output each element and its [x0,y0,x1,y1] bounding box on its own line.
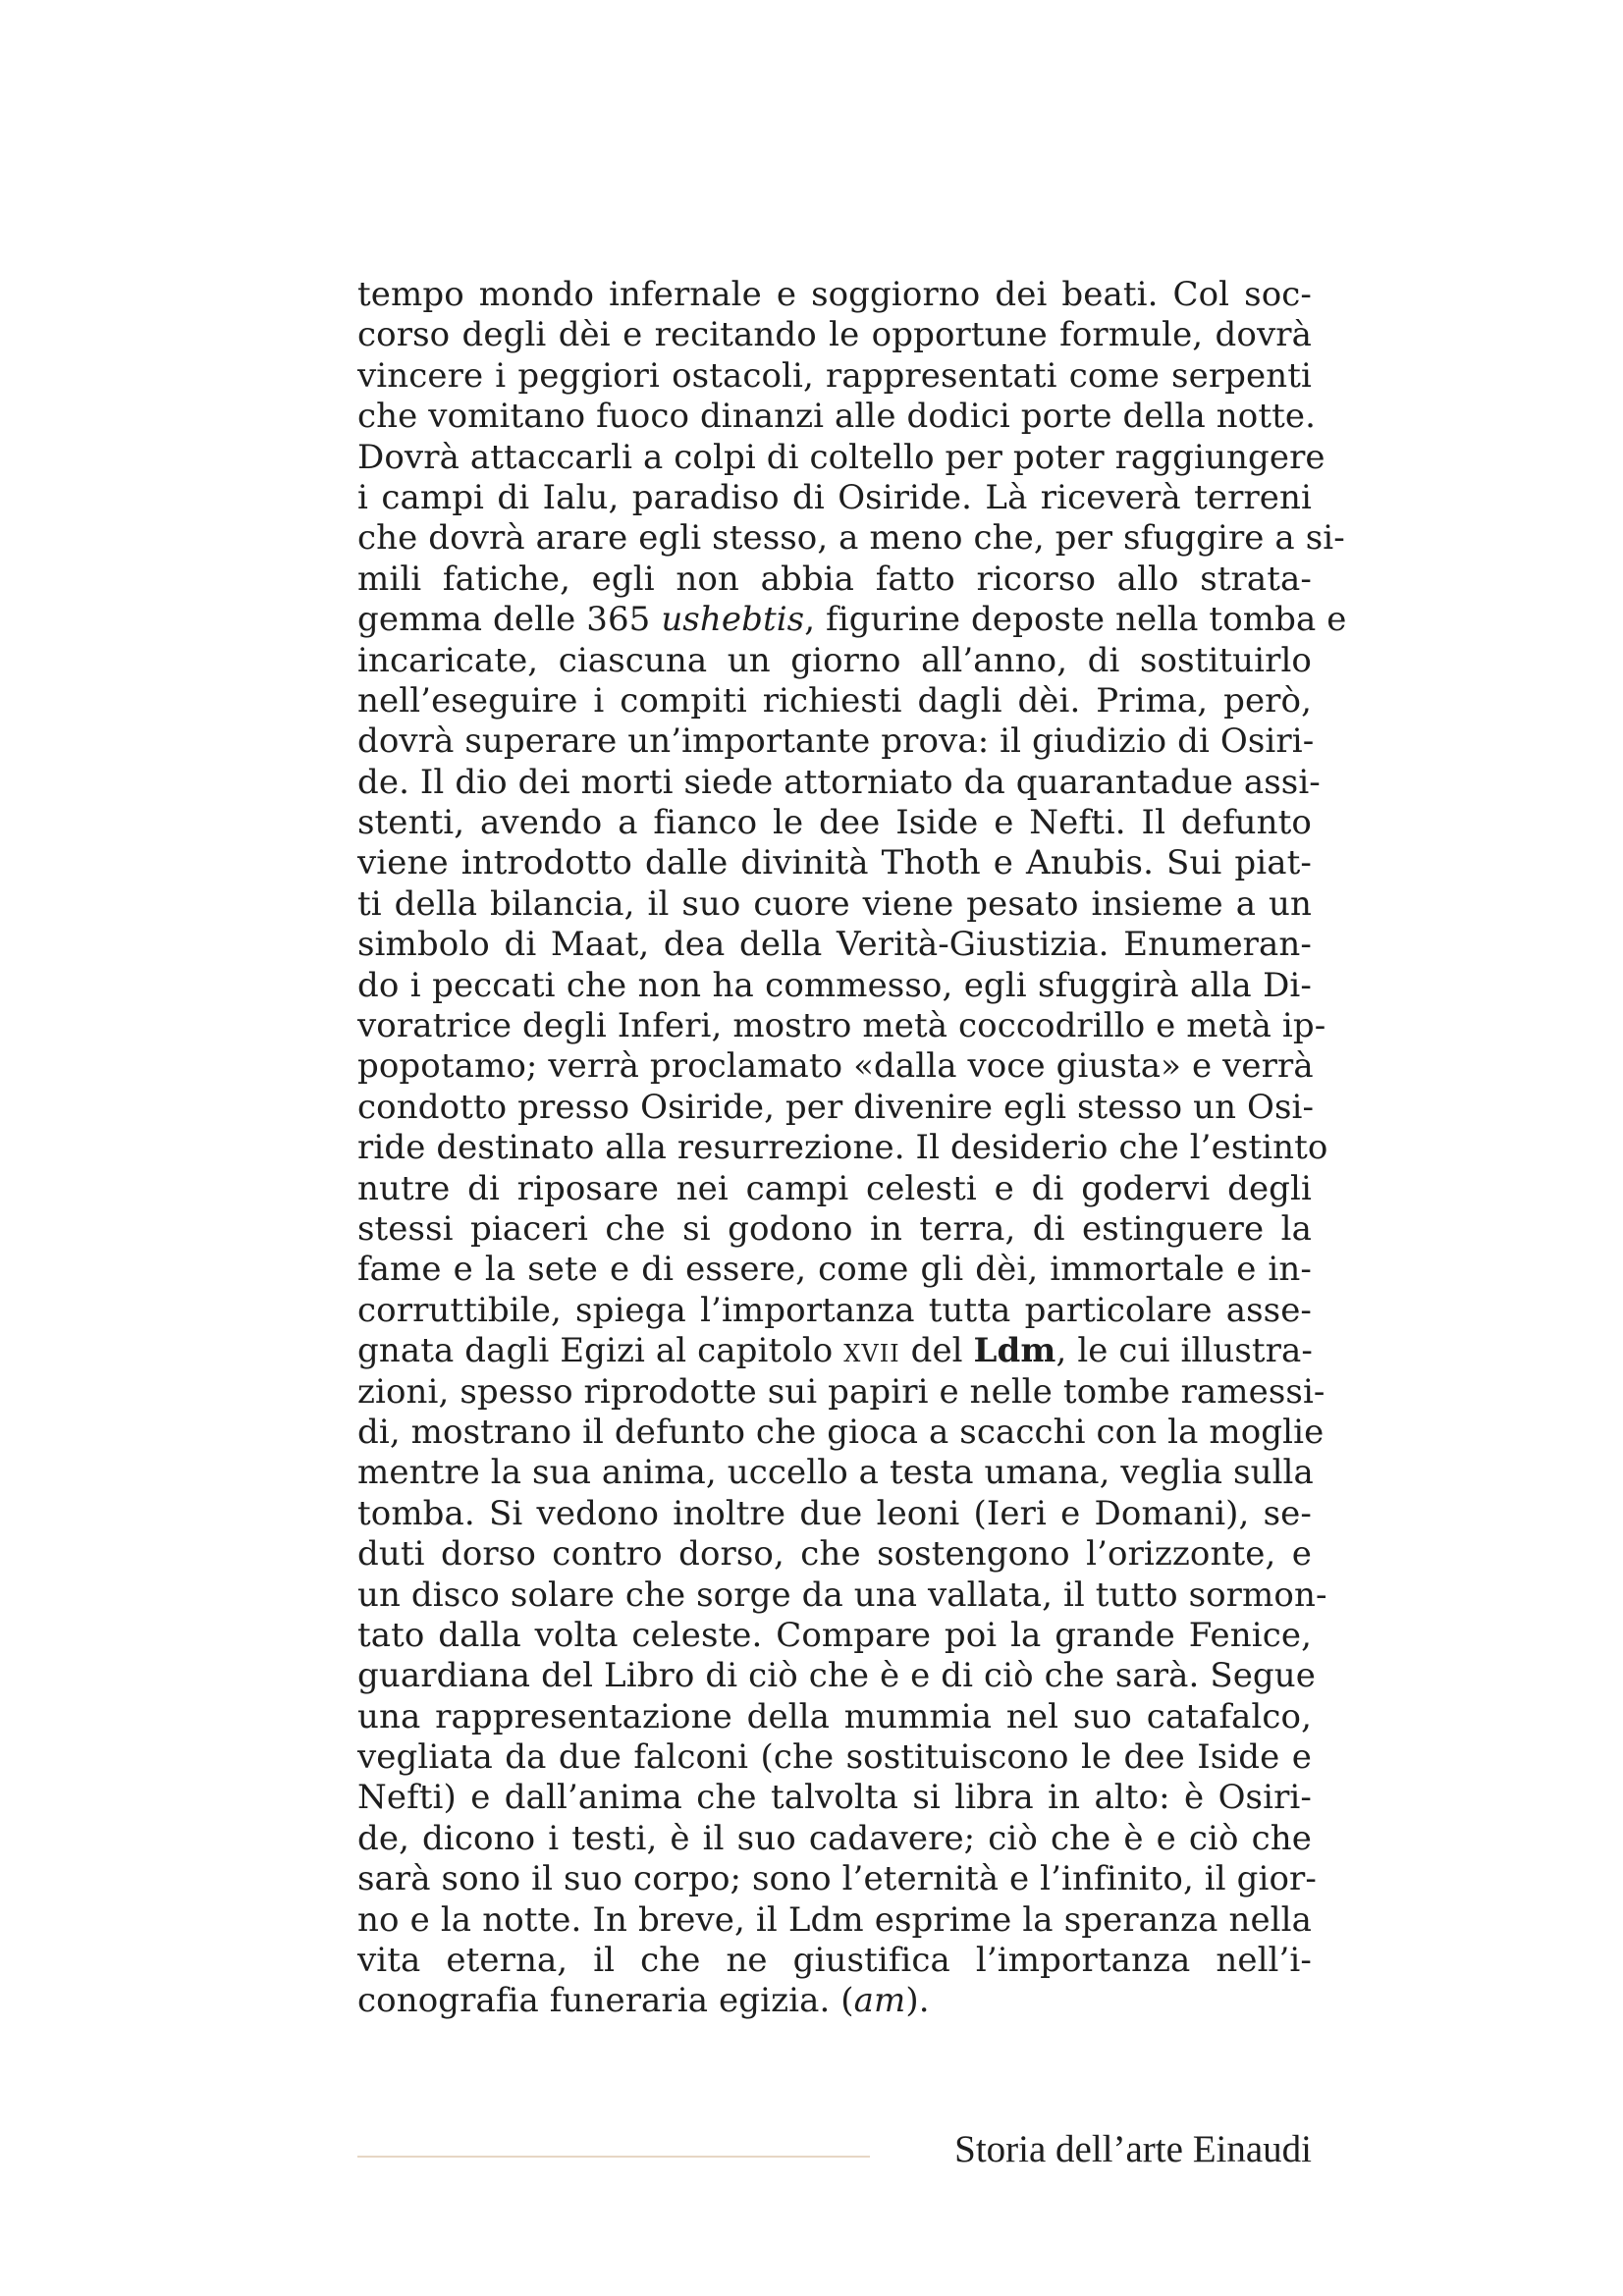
text-segment: duti dorso contro dorso, che sostengono l’orizzonte, e [357,1534,1312,1575]
text-segment: do i peccati che non ha commesso, egli sfuggirà alla Di- [357,965,1312,1005]
text-segment: gemma delle 365 [357,600,662,640]
text-segment: Dovrà attaccarli a colpi di coltello per poter raggiungere [357,437,1325,477]
text-segment: un disco solare che sorge da una vallata, il tutto sormon- [357,1575,1327,1615]
roman-numeral: xvii [843,1331,900,1371]
text-line [357,560,1312,600]
text-line [357,1494,1312,1534]
text-segment: no e la notte. In breve, il Ldm esprime la speranza nella [357,1899,1312,1940]
text-segment: de. Il dio dei morti siede attorniato da quarantadue assi- [357,762,1321,802]
text-segment: corruttibile, spiega l’importanza tutta particolare asse- [357,1290,1312,1330]
text-line [357,803,1312,843]
text-line [357,1778,1312,1818]
text-line [357,1006,1326,1046]
text-line [357,1331,1312,1371]
text-segment: voratrice degli Inferi, mostro metà coccodrillo e metà ip- [357,1006,1326,1046]
text-segment: , le cui illustra- [1055,1331,1313,1371]
text-segment: guardiana del Libro di ciò che è e di ciò che sarà. Segue [357,1656,1317,1696]
italic-term: ushebtis [661,600,805,640]
text-line [357,1250,1312,1290]
text-line [357,478,1312,518]
text-line [357,1412,1325,1453]
text-segment: gnata dagli Egizi al capitolo [357,1331,844,1371]
text-line [357,1534,1312,1575]
text-segment: stessi piaceri che si godono in terra, di estinguere la [357,1208,1312,1249]
text-segment: , figurine deposte nella tomba e [804,600,1347,640]
text-line [357,762,1321,803]
italic-term: am [853,1981,906,2021]
text-segment: simbolo di Maat, dea della Verità-Giustizia. Enumeran- [357,925,1312,965]
text-line [357,721,1315,762]
text-segment: i campi di Ialu, paradiso di Osiride. Là riceverà terreni [357,477,1312,517]
text-line [357,315,1312,355]
text-segment: conografia funeraria egizia. ( [357,1981,854,2021]
text-line [357,1656,1317,1696]
text-line [357,1737,1312,1778]
text-line [357,437,1325,478]
text-segment: vita eterna, il che ne giustifica l’importanza nell’i- [357,1941,1312,1981]
text-line [357,1819,1312,1859]
text-line [357,1046,1312,1087]
footer-rule [357,2156,870,2158]
text-segment: nell’eseguire i compiti richiesti dagli dèi. Prima, però, [357,680,1312,721]
text-segment: condotto presso Osiride, per divenire egli stesso un Osi- [357,1087,1315,1127]
text-line [357,1697,1312,1737]
text-line [357,1575,1327,1616]
text-segment: ). [905,1981,930,2021]
text-line [357,966,1312,1006]
text-line [357,1128,1328,1168]
text-line [357,275,1312,315]
text-line [357,600,1347,640]
text-segment: incaricate, ciascuna un giorno all’anno, di sostituirlo [357,640,1312,680]
text-segment: dovrà superare un’importante prova: il giudizio di Osiri- [357,721,1315,762]
text-segment: tato dalla volta celeste. Compare poi la grande Fenice, [357,1615,1312,1655]
text-line [357,356,1312,397]
text-segment: sarà sono il suo corpo; sono l’eternità e l’infinito, il gior- [357,1859,1317,1899]
text-line [357,1981,1312,2021]
text-segment: ti della bilancia, il suo cuore viene pesato insieme a un [357,883,1312,924]
text-segment: una rappresentazione della mummia nel suo catafalco, [357,1696,1312,1736]
text-segment: del [899,1331,974,1371]
text-segment: che vomitano fuoco dinanzi alle dodici porte della notte. [357,397,1316,437]
text-line [357,641,1312,681]
text-segment: viene introdotto dalle divinità Thoth e Anubis. Sui piat- [357,843,1312,883]
text-segment: vincere i peggiori ostacoli, rappresentati come serpenti [357,355,1312,396]
text-line [357,1291,1312,1331]
text-line [357,884,1312,925]
text-segment: stenti, avendo a fianco le dee Iside e Nefti. Il defunto [357,803,1312,843]
text-segment: nutre di riposare nei campi celesti e di godervi degli [357,1168,1312,1208]
text-line [357,1209,1312,1250]
text-segment: fame e la sete e di essere, come gli dèi, immortale e in- [357,1250,1312,1290]
text-segment: di, mostrano il defunto che gioca a scacchi con la moglie [357,1412,1325,1452]
text-line [357,1087,1315,1128]
text-segment: vegliata da due falconi (che sostituiscono le dee Iside e [357,1737,1312,1778]
text-line [357,1371,1325,1413]
text-line [357,1169,1312,1209]
text-segment: de, dicono i testi, è il suo cadavere; ciò che è e ciò che [357,1818,1312,1858]
text-segment: corso degli dèi e recitando le opportune formule, dovrà [357,315,1312,355]
text-line [357,1616,1312,1656]
text-line [357,1859,1317,1899]
text-segment: Nefti) e dall’anima che talvolta si libra in alto: è Osiri- [357,1778,1312,1818]
text-line [357,1941,1312,1981]
text-segment: tempo mondo infernale e soggiorno dei beati. Col soc- [357,275,1312,314]
text-line [357,1900,1312,1941]
text-segment: ride destinato alla resurrezione. Il desiderio che l’estinto [357,1128,1328,1168]
text-line [357,1453,1312,1493]
bold-abbreviation: Ldm [973,1331,1056,1371]
text-line [357,397,1316,437]
text-line [357,925,1312,965]
text-segment: mili fatiche, egli non abbia fatto ricorso allo strata- [357,559,1312,599]
text-segment: tomba. Si vedono inoltre due leoni (Ieri e Domani), se- [357,1493,1312,1533]
text-segment: popotamo; verrà proclamato «dalla voce giusta» e verrà [357,1046,1314,1087]
text-line [357,843,1312,883]
footer-publisher-title: Storia dell’arte Einaudi [954,2128,1312,2170]
text-segment: che dovrà arare egli stesso, a meno che, per sfuggire a si- [357,518,1345,559]
body-text-column [357,275,1347,2022]
text-segment: zioni, spesso riprodotte sui papiri e nelle tombe ramessi- [357,1371,1325,1412]
text-line [357,681,1312,721]
text-line [357,518,1345,559]
text-segment: mentre la sua anima, uccello a testa umana, veglia sulla [357,1453,1314,1493]
